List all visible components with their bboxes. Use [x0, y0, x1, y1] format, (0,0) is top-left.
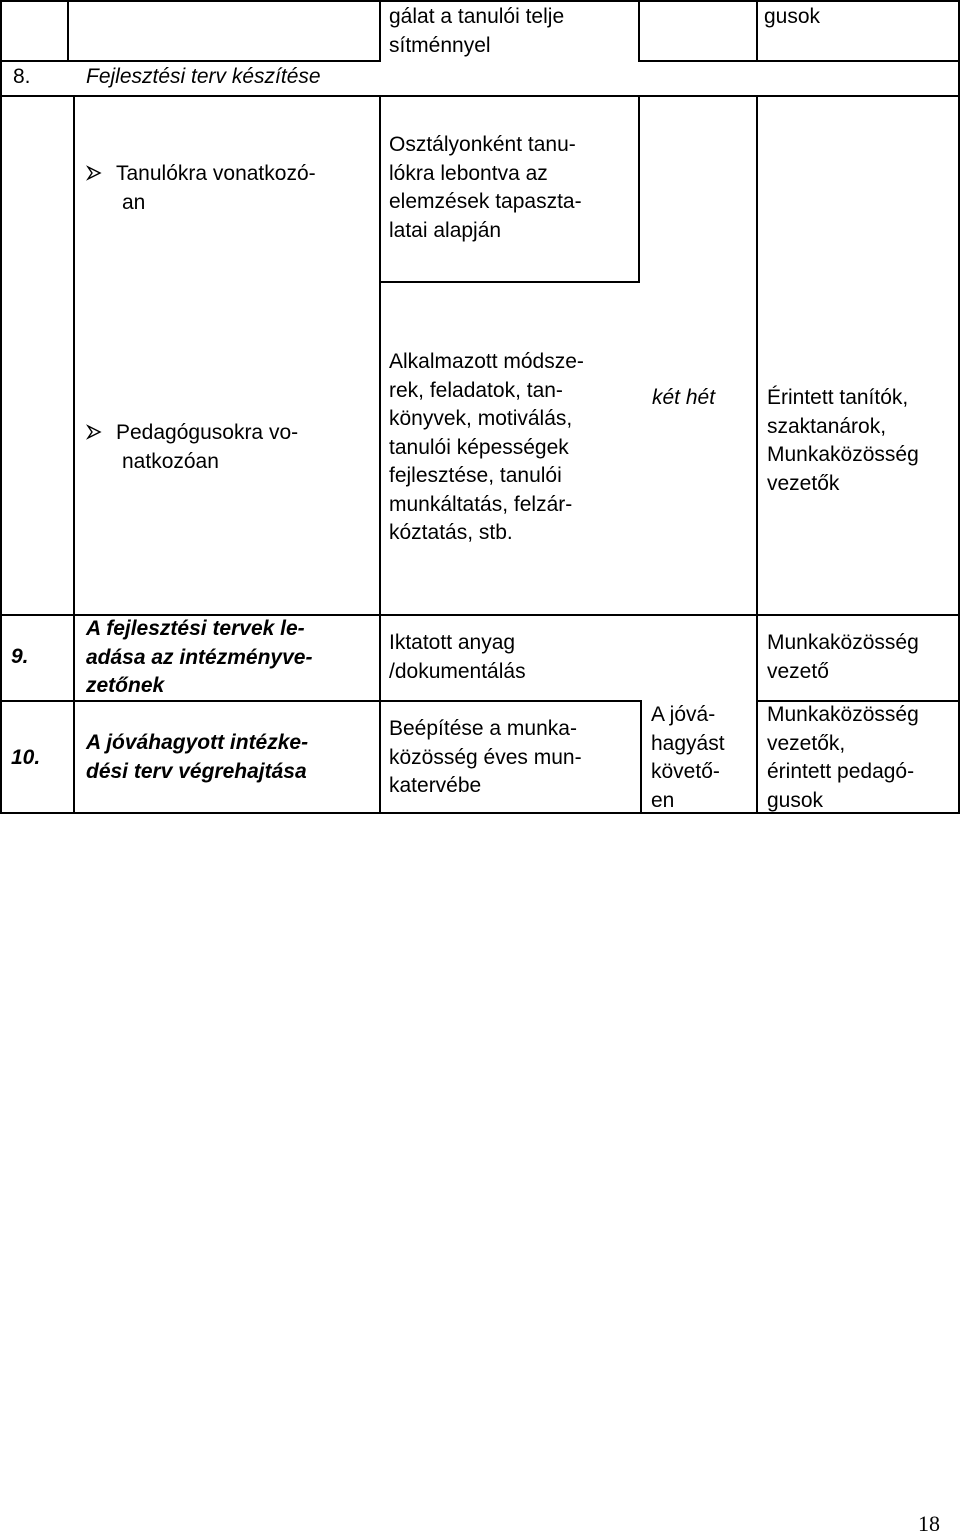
table-rule: [379, 95, 381, 814]
sub-teachers-label: Pedagógusokra vo- natkozóan: [86, 419, 298, 476]
table-rule: [0, 0, 960, 2]
cell-prev-responsible: [764, 3, 820, 32]
page-number: 18: [918, 1511, 940, 1536]
sub-teachers-content: Alkalmazott módsze- rek, feladatok, tan- könyvek, motiválás, tanulói képességek fejlesztése, tanulói munkáltatás, felzár- kóztatás, stb.: [389, 350, 584, 544]
table-rule: [0, 60, 380, 62]
table-rule: [73, 95, 75, 814]
sub-teachers-responsible: Érintett tanítók, szaktanárok, Munkaközösség vezetők: [767, 386, 919, 495]
table-rule: [638, 0, 640, 62]
row9-number: 9.: [11, 645, 29, 668]
row10-deadline: A jóvá- hagyást követő- en: [651, 703, 725, 812]
row10-number: 10.: [11, 746, 41, 769]
table-rule: [380, 281, 640, 283]
row9-task: A fejlesztési tervek le- adása az intézményve- zetőnek: [86, 617, 313, 697]
table-rule: [379, 0, 381, 62]
row9-responsible: Munkaközösség vezető: [767, 631, 919, 683]
arrowhead-bullet-icon: [86, 424, 102, 440]
table-rule: [67, 0, 69, 62]
sub-teachers-deadline: két hét: [652, 386, 716, 409]
table-rule: [638, 60, 960, 62]
table-rule: [640, 700, 642, 814]
row10-responsible: Munkaközösség vezetők, érintett pedagó- gusok: [767, 703, 919, 812]
table-rule: [0, 0, 2, 814]
row9-content: Iktatott anyag /dokumentálás: [389, 631, 526, 683]
sub-students-label: Tanulókra vonatkozó- an: [86, 160, 316, 217]
row8-number: 8.: [13, 65, 31, 88]
arrowhead-bullet-icon: [86, 165, 102, 181]
cell-line: sítménnyel: [389, 33, 491, 57]
table-rule: [638, 95, 640, 282]
row10-content: Beépítése a munka- közösség éves mun- katervébe: [389, 717, 582, 797]
cell-prev-content: [389, 3, 564, 60]
cell-line: gálat a tanulói telje: [389, 5, 565, 28]
table-rule: [756, 95, 758, 814]
row8-title: Fejlesztési terv készítése: [86, 65, 321, 88]
table-rule: [756, 0, 758, 62]
row10-task: A jóváhagyott intézke- dési terv végrehajtása: [86, 731, 309, 783]
cell-line: gusok: [764, 5, 821, 28]
table-rule: [0, 95, 960, 97]
sub-students-content: Osztályonként tanu- lókra lebontva az elemzések tapaszta- latai alapján: [389, 133, 582, 242]
